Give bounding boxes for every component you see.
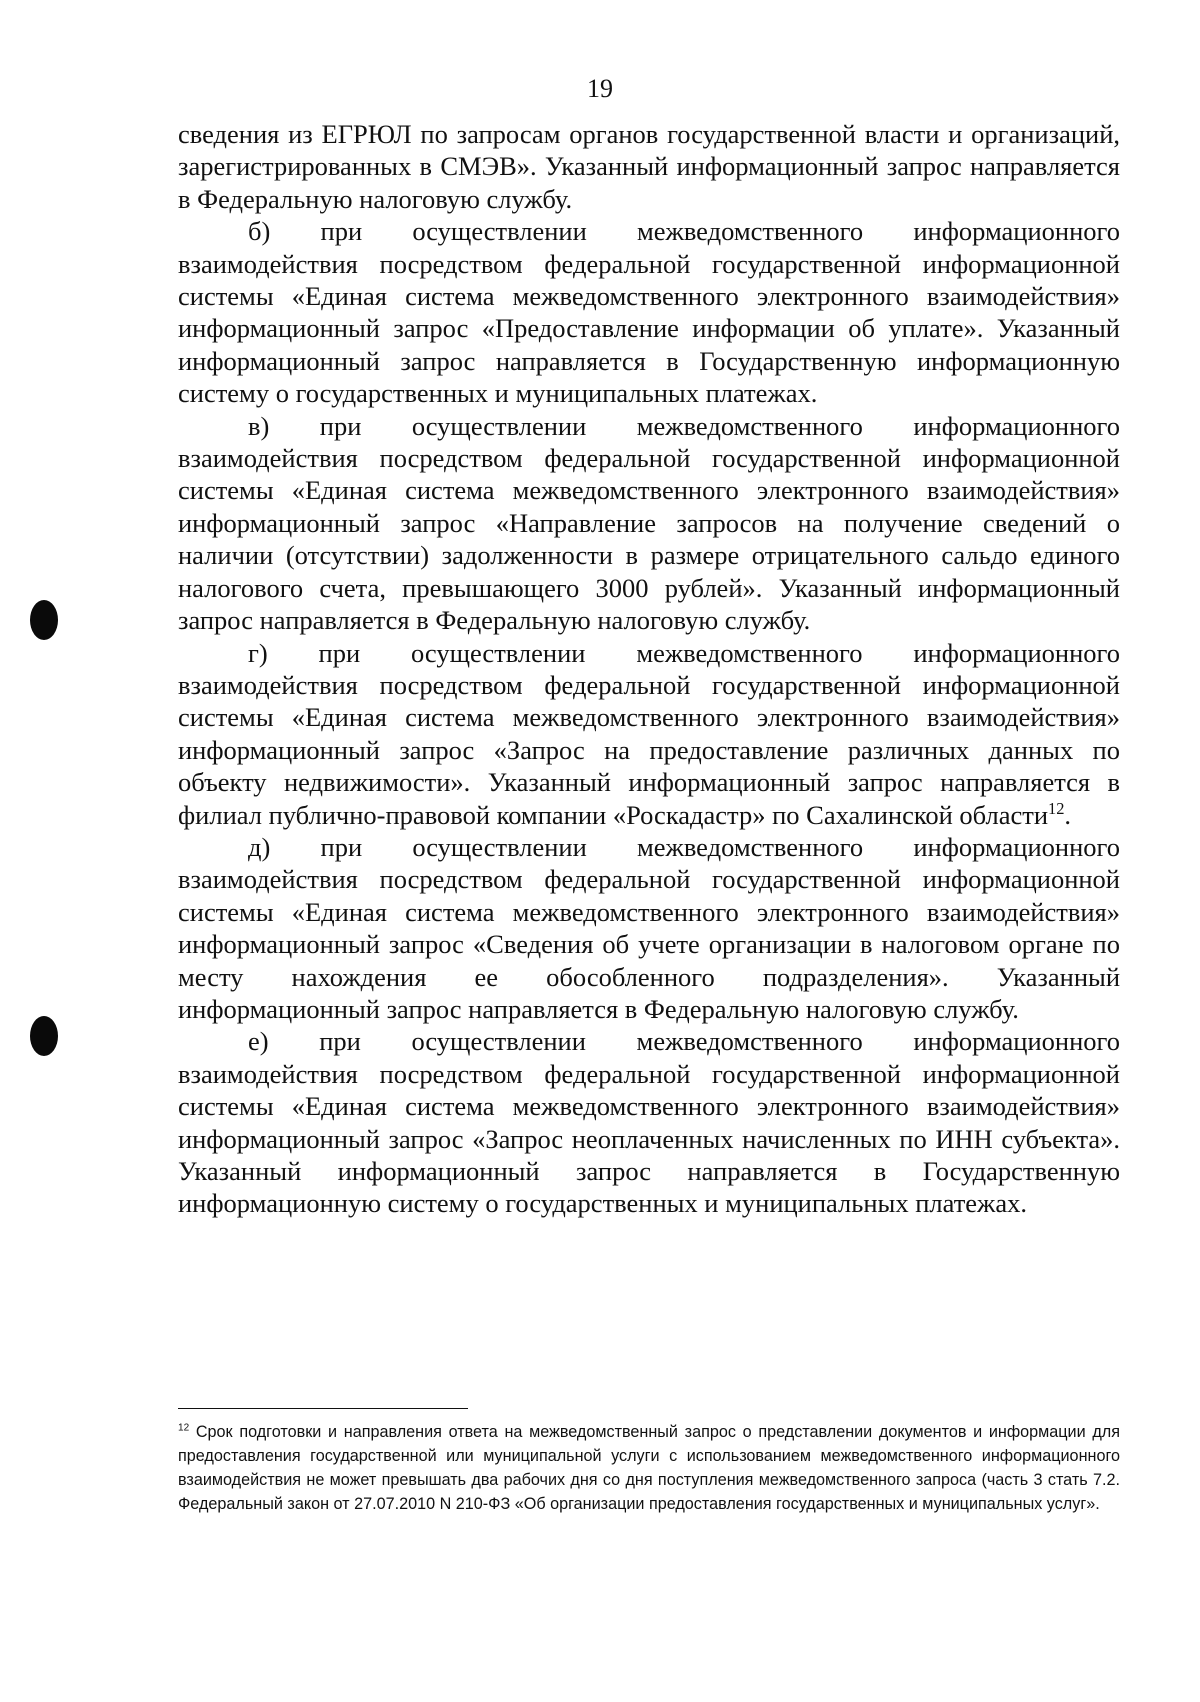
footnote-reference[interactable]: 12 <box>1048 798 1065 818</box>
footnote <box>178 1420 1120 1516</box>
punch-hole-lower <box>30 1016 58 1056</box>
paragraph-continuation: сведения из ЕГРЮЛ по запросам органов государственной власти и организаций, зарегистрированных в СМЭВ». Указанный информационный запрос направляется в Федеральную налоговую службу. <box>178 119 1120 214</box>
paragraph-item-b: б) при осуществлении межведомственного информационного взаимодействия посредством федеральной государственной информационной системы «Единая система межведомственного электронного взаимодействия» информационный запрос «Предоставление информации об уплате». Указанный информационный запрос направляется в Государственную информационную систему о государственных и муниципальных платежах. <box>178 216 1120 409</box>
paragraph-item-g-text: г) при осуществлении межведомственного информационного взаимодействия посредством федеральной государственной информационной системы «Единая система межведомственного электронного взаимодействия» информационный запрос «Запрос на предоставление различных данных по объекту недвижимости». Указанный информационный запрос направляется в филиал публично-правовой компании «Роскадастр» по Сахалинской области <box>178 637 1120 830</box>
paragraph-item-d: д) при осуществлении межведомственного информационного взаимодействия посредством федеральной государственной информационной системы «Единая система межведомственного электронного взаимодействия» информационный запрос «Сведения об учете организации в налоговом органе по месту нахождения ее обособленного подразделения». Указанный информационный запрос направляется в Федеральную налоговую службу. <box>178 831 1120 1024</box>
footnote-text: Срок подготовки и направления ответа на межведомственный запрос о представлении документов и информации для предоставления государственной или муниципальной услуги с использованием межведомственного информационного взаимодействия не может превышать два рабочих дня со дня поступления межведомственного запроса (часть 3 стать 7.2. Федеральный закон от 27.07.2010 N 210-ФЗ «Об организации предоставления государственных и муниципальных услуг». <box>178 1423 1120 1513</box>
paragraph-item-v: в) при осуществлении межведомственного информационного взаимодействия посредством федеральной государственной информационной системы «Единая система межведомственного электронного взаимодействия» информационный запрос «Направление запросов на получение сведений о наличии (отсутствии) задолженности в размере отрицательного сальдо единого налогового счета, превышающего 3000 рублей». Указанный информационный запрос направляется в Федеральную налоговую службу. <box>178 410 1120 636</box>
punch-hole-upper <box>30 600 58 640</box>
footnote-separator <box>178 1408 468 1409</box>
paragraph-item-e: е) при осуществлении межведомственного информационного взаимодействия посредством федеральной государственной информационной системы «Единая система межведомственного электронного взаимодействия» информационный запрос «Запрос неоплаченных начисленных по ИНН субъекта». Указанный информационный запрос направляется в Государственную информационную систему о государственных и муниципальных платежах. <box>178 1026 1120 1219</box>
paragraph-item-g <box>178 637 1120 831</box>
page-number: 19 <box>587 74 613 103</box>
footnote-number: 12 <box>178 1422 190 1434</box>
paragraph-item-g-end: . <box>1064 799 1072 830</box>
document-body <box>178 118 1120 1220</box>
